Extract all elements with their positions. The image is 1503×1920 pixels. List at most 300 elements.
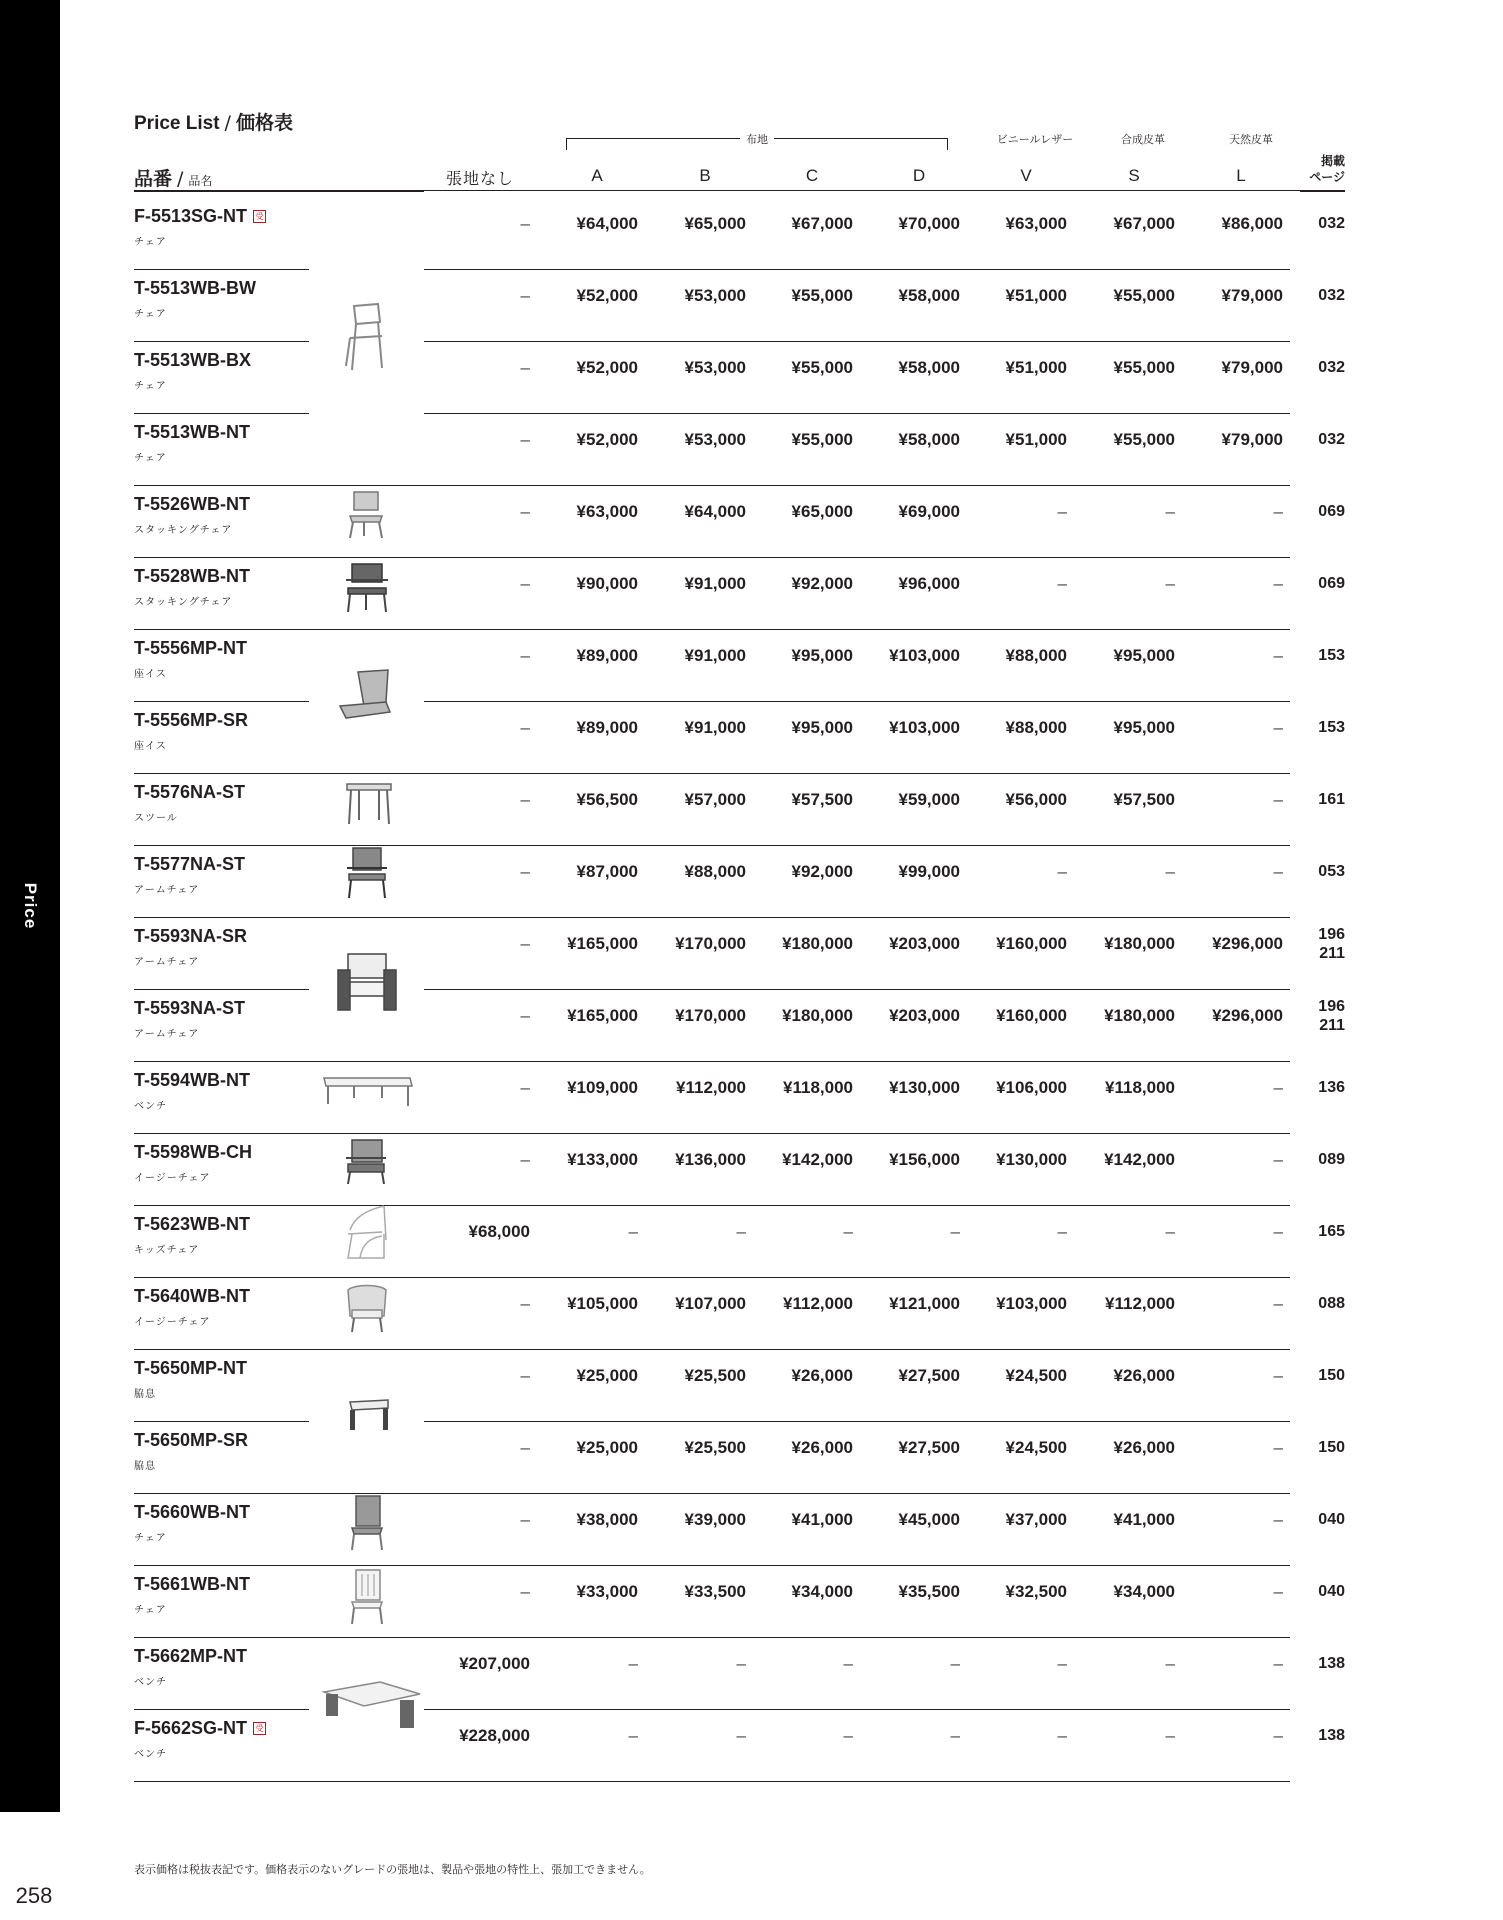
- table-row: [0, 1710, 1503, 1782]
- product-image-bench-large: [320, 1680, 424, 1732]
- product-image-stool: [345, 782, 393, 826]
- price-a: ¥52,000: [576, 286, 638, 305]
- group-label-fabric: 布地: [740, 131, 774, 147]
- product-name: チェア: [134, 453, 167, 464]
- price-s: –: [1165, 1222, 1175, 1241]
- page-title: [134, 108, 293, 135]
- price-b: ¥53,000: [684, 430, 746, 449]
- product-image-floor-chair: [338, 668, 394, 720]
- column-header-code: [134, 164, 212, 191]
- page-reference: [1290, 1366, 1345, 1385]
- price-v: ¥103,000: [996, 1294, 1067, 1313]
- price-v: ¥24,500: [1005, 1366, 1067, 1385]
- price-no-upholstery: –: [520, 1006, 530, 1025]
- price-no-upholstery: –: [520, 1510, 530, 1529]
- table-row: [0, 1350, 1503, 1422]
- column-header-l: L: [1236, 166, 1246, 185]
- table-row: [0, 1206, 1503, 1278]
- product-name: イージーチェア: [134, 1317, 211, 1328]
- price-a: ¥56,500: [576, 790, 638, 809]
- price-s: ¥112,000: [1105, 1294, 1175, 1313]
- price-s: –: [1165, 574, 1175, 593]
- price-l: –: [1273, 1438, 1283, 1457]
- page-reference: [1290, 646, 1345, 665]
- price-a: ¥165,000: [567, 934, 638, 953]
- price-l: ¥296,000: [1212, 934, 1283, 953]
- price-c: ¥26,000: [791, 1366, 853, 1385]
- price-c: ¥118,000: [783, 1078, 853, 1097]
- price-d: ¥103,000: [889, 646, 960, 665]
- page-reference: [1290, 1582, 1345, 1601]
- price-l: –: [1273, 574, 1283, 593]
- price-l: –: [1273, 790, 1283, 809]
- price-c: ¥180,000: [782, 934, 853, 953]
- price-no-upholstery: –: [520, 790, 530, 809]
- price-v: ¥51,000: [1005, 358, 1067, 377]
- price-c: ¥26,000: [791, 1438, 853, 1457]
- product-code-text: T-5513WB-BW: [134, 278, 257, 298]
- product-code: [134, 1286, 250, 1307]
- price-v: –: [1057, 1726, 1067, 1745]
- product-code: [134, 566, 250, 587]
- price-s: ¥55,000: [1113, 358, 1175, 377]
- price-c: –: [843, 1654, 853, 1673]
- group-label-synthetic: 合成皮革: [1121, 133, 1165, 146]
- price-c: ¥34,000: [791, 1582, 853, 1601]
- table-row: [0, 1422, 1503, 1494]
- price-no-upholstery: –: [520, 1582, 530, 1601]
- table-row: [0, 1062, 1503, 1134]
- price-s: –: [1165, 502, 1175, 521]
- price-no-upholstery: –: [520, 1438, 530, 1457]
- page-reference-number: 196: [1318, 998, 1345, 1015]
- price-v: ¥51,000: [1005, 430, 1067, 449]
- product-code-text: T-5556MP-SR: [134, 710, 249, 730]
- price-a: –: [628, 1654, 638, 1673]
- table-row: [0, 414, 1503, 486]
- product-image-stacking-chair: [344, 490, 388, 540]
- price-d: –: [950, 1726, 960, 1745]
- price-v: –: [1057, 502, 1067, 521]
- page-reference-number: 069: [1318, 503, 1345, 520]
- price-b: ¥64,000: [684, 502, 746, 521]
- header-rule: [424, 190, 1344, 191]
- price-no-upholstery: –: [520, 574, 530, 593]
- header-rule: [1300, 190, 1345, 192]
- price-c: ¥95,000: [791, 646, 853, 665]
- page-number: 258: [15, 1883, 53, 1908]
- price-l: –: [1273, 1294, 1283, 1313]
- page-reference-number: 032: [1318, 215, 1345, 232]
- price-c: ¥67,000: [791, 214, 853, 233]
- price-no-upholstery: ¥207,000: [459, 1654, 530, 1673]
- price-b: –: [736, 1222, 746, 1241]
- page-reference: [1290, 1222, 1345, 1241]
- price-s: ¥55,000: [1113, 430, 1175, 449]
- price-b: ¥112,000: [676, 1078, 746, 1097]
- product-name: チェア: [134, 1533, 167, 1544]
- price-c: ¥180,000: [782, 1006, 853, 1025]
- price-a: ¥25,000: [576, 1438, 638, 1457]
- column-header-v: V: [1020, 166, 1032, 185]
- price-c: ¥55,000: [791, 286, 853, 305]
- price-a: ¥87,000: [576, 862, 638, 881]
- price-s: ¥118,000: [1105, 1078, 1175, 1097]
- price-no-upholstery: ¥68,000: [468, 1222, 530, 1241]
- table-row: [0, 198, 1503, 270]
- product-code-text: T-5556MP-NT: [134, 638, 248, 658]
- price-d: –: [950, 1654, 960, 1673]
- page-reference: [1290, 718, 1345, 737]
- page-reference: [1290, 430, 1345, 449]
- page-reference-number: 032: [1318, 431, 1345, 448]
- page-reference-number: 040: [1318, 1583, 1345, 1600]
- price-no-upholstery: –: [520, 502, 530, 521]
- price-l: –: [1273, 1510, 1283, 1529]
- price-d: ¥103,000: [889, 718, 960, 737]
- price-a: –: [628, 1726, 638, 1745]
- price-s: ¥26,000: [1113, 1366, 1175, 1385]
- price-b: ¥91,000: [684, 646, 746, 665]
- product-code: [134, 926, 247, 947]
- price-d: ¥156,000: [889, 1150, 960, 1169]
- price-b: ¥91,000: [684, 718, 746, 737]
- price-no-upholstery: –: [520, 358, 530, 377]
- price-d: ¥27,500: [898, 1366, 960, 1385]
- product-code: [134, 278, 256, 299]
- product-code: [134, 1502, 250, 1523]
- product-code-text: T-5640WB-NT: [134, 1286, 251, 1306]
- product-name: チェア: [134, 1605, 167, 1616]
- product-code-text: T-5526WB-NT: [134, 494, 251, 514]
- product-name: 座イス: [134, 669, 167, 680]
- price-v: –: [1057, 862, 1067, 881]
- product-code: [134, 1430, 248, 1451]
- product-code: [134, 1718, 266, 1739]
- price-d: ¥121,000: [889, 1294, 960, 1313]
- product-code: [134, 1574, 250, 1595]
- product-name: アームチェア: [134, 957, 200, 968]
- product-name: イージーチェア: [134, 1173, 211, 1184]
- price-v: ¥88,000: [1005, 646, 1067, 665]
- product-name: キッズチェア: [134, 1245, 200, 1256]
- row-divider: [134, 1781, 1290, 1782]
- page-reference: [1290, 1438, 1345, 1457]
- price-l: –: [1273, 1366, 1283, 1385]
- table-row: [0, 918, 1503, 990]
- product-image-kids-chair: [344, 1204, 390, 1260]
- price-a: ¥105,000: [567, 1294, 638, 1313]
- page-reference: [1290, 1294, 1345, 1313]
- price-a: ¥25,000: [576, 1366, 638, 1385]
- code-label: 品番: [134, 168, 173, 190]
- title-ja: 価格表: [235, 112, 293, 134]
- price-b: ¥88,000: [684, 862, 746, 881]
- product-name: ベンチ: [134, 1677, 167, 1688]
- column-header-a: A: [591, 166, 603, 185]
- price-s: ¥142,000: [1104, 1150, 1175, 1169]
- product-image-lounge-armchair: [336, 952, 398, 1014]
- page-reference-number: 153: [1318, 719, 1345, 736]
- column-header-d: D: [912, 166, 926, 185]
- price-no-upholstery: –: [520, 1294, 530, 1313]
- product-name: 座イス: [134, 741, 167, 752]
- price-a: ¥38,000: [576, 1510, 638, 1529]
- product-name: アームチェア: [134, 885, 200, 896]
- price-a: ¥89,000: [576, 646, 638, 665]
- price-b: ¥65,000: [684, 214, 746, 233]
- page-header-line2: ページ: [1309, 170, 1345, 184]
- page-reference-number: 136: [1318, 1079, 1345, 1096]
- page-reference: [1290, 1510, 1345, 1529]
- column-header-no-upholstery: 張地なし: [445, 169, 514, 188]
- price-s: ¥95,000: [1113, 646, 1175, 665]
- price-c: ¥92,000: [791, 862, 853, 881]
- page-reference-number: 161: [1318, 791, 1345, 808]
- price-s: ¥41,000: [1113, 1510, 1175, 1529]
- price-d: ¥69,000: [898, 502, 960, 521]
- page-reference-number: 211: [1319, 945, 1345, 962]
- page-reference-number: 138: [1318, 1727, 1345, 1744]
- table-row: [0, 486, 1503, 558]
- table-row: [0, 1638, 1503, 1710]
- price-no-upholstery: –: [520, 718, 530, 737]
- product-code: [134, 494, 250, 515]
- price-a: –: [628, 1222, 638, 1241]
- price-l: –: [1273, 1078, 1283, 1097]
- page-reference-number: 088: [1318, 1295, 1345, 1312]
- price-b: ¥91,000: [684, 574, 746, 593]
- title-separator: /: [224, 112, 231, 134]
- price-v: ¥24,500: [1005, 1438, 1067, 1457]
- product-code: [134, 1142, 252, 1163]
- price-l: ¥79,000: [1221, 430, 1283, 449]
- table-row: [0, 1494, 1503, 1566]
- page-reference-number: 196: [1318, 926, 1345, 943]
- price-b: ¥170,000: [675, 934, 746, 953]
- product-code-text: T-5528WB-NT: [134, 566, 251, 586]
- price-no-upholstery: –: [520, 1078, 530, 1097]
- price-c: ¥41,000: [791, 1510, 853, 1529]
- page-reference-number: 150: [1318, 1367, 1345, 1384]
- product-code-text: T-5577NA-ST: [134, 854, 246, 874]
- price-d: ¥70,000: [898, 214, 960, 233]
- price-l: ¥79,000: [1221, 358, 1283, 377]
- price-d: ¥27,500: [898, 1438, 960, 1457]
- column-header-s: S: [1128, 166, 1140, 185]
- product-name: アームチェア: [134, 1029, 200, 1040]
- title-en: Price List: [134, 113, 220, 134]
- price-no-upholstery: ¥228,000: [459, 1726, 530, 1745]
- price-l: ¥296,000: [1212, 1006, 1283, 1025]
- price-d: ¥203,000: [889, 934, 960, 953]
- price-c: ¥112,000: [783, 1294, 853, 1313]
- price-s: ¥180,000: [1104, 1006, 1175, 1025]
- price-v: ¥32,500: [1005, 1582, 1067, 1601]
- price-no-upholstery: –: [520, 646, 530, 665]
- product-name: スツール: [134, 813, 178, 824]
- price-v: ¥160,000: [996, 934, 1067, 953]
- price-no-upholstery: –: [520, 286, 530, 305]
- page-reference-number: 032: [1318, 359, 1345, 376]
- price-l: –: [1273, 502, 1283, 521]
- product-code-text: F-5513SG-NT: [134, 206, 248, 226]
- page-header-line1: 掲載: [1320, 154, 1345, 168]
- product-image-armrest: [348, 1398, 390, 1432]
- price-d: –: [950, 1222, 960, 1241]
- price-l: –: [1273, 718, 1283, 737]
- price-no-upholstery: –: [520, 214, 530, 233]
- price-d: ¥130,000: [889, 1078, 960, 1097]
- table-row: [0, 846, 1503, 918]
- product-code-text: T-5650MP-NT: [134, 1358, 248, 1378]
- price-l: –: [1273, 1726, 1283, 1745]
- product-code-text: T-5660WB-NT: [134, 1502, 251, 1522]
- price-d: ¥99,000: [898, 862, 960, 881]
- price-l: –: [1273, 862, 1283, 881]
- header-rule: [134, 190, 424, 192]
- price-l: –: [1273, 1222, 1283, 1241]
- product-code: [134, 710, 248, 731]
- product-code: [134, 1214, 250, 1235]
- product-code-text: T-5513WB-BX: [134, 350, 252, 370]
- product-code-text: T-5593NA-SR: [134, 926, 248, 946]
- price-v: ¥88,000: [1005, 718, 1067, 737]
- product-code: [134, 350, 251, 371]
- table-row: [0, 990, 1503, 1062]
- price-a: ¥90,000: [576, 574, 638, 593]
- price-l: –: [1273, 1582, 1283, 1601]
- column-header-page: [1300, 153, 1345, 185]
- price-b: ¥57,000: [684, 790, 746, 809]
- price-d: ¥45,000: [898, 1510, 960, 1529]
- price-d: ¥58,000: [898, 430, 960, 449]
- price-b: ¥136,000: [675, 1150, 746, 1169]
- product-image-chair-white: [346, 1568, 388, 1626]
- page-reference-number: 053: [1318, 863, 1345, 880]
- product-image-chair-padded: [346, 1494, 388, 1552]
- page-reference: [1290, 862, 1345, 881]
- product-code: [134, 206, 266, 227]
- table-row: [0, 270, 1503, 342]
- price-v: ¥130,000: [996, 1150, 1067, 1169]
- price-c: ¥55,000: [791, 358, 853, 377]
- price-l: –: [1273, 1654, 1283, 1673]
- price-a: ¥64,000: [576, 214, 638, 233]
- price-b: ¥53,000: [684, 358, 746, 377]
- price-a: ¥33,000: [576, 1582, 638, 1601]
- price-a: ¥109,000: [567, 1078, 638, 1097]
- price-s: –: [1165, 1726, 1175, 1745]
- price-c: ¥55,000: [791, 430, 853, 449]
- product-code: [134, 782, 245, 803]
- price-a: ¥63,000: [576, 502, 638, 521]
- group-label-vinyl: ビニールレザー: [996, 133, 1074, 146]
- price-v: ¥160,000: [996, 1006, 1067, 1025]
- price-no-upholstery: –: [520, 1150, 530, 1169]
- product-code-text: T-5576NA-ST: [134, 782, 246, 802]
- page-reference-number: 153: [1318, 647, 1345, 664]
- product-name: ベンチ: [134, 1101, 167, 1112]
- page-reference: [1290, 1726, 1345, 1745]
- product-code: [134, 1646, 247, 1667]
- price-s: ¥180,000: [1104, 934, 1175, 953]
- product-code: [134, 422, 250, 443]
- price-c: ¥57,500: [791, 790, 853, 809]
- product-code-text: T-5661WB-NT: [134, 1574, 251, 1594]
- price-b: –: [736, 1654, 746, 1673]
- price-v: ¥63,000: [1005, 214, 1067, 233]
- table-row: [0, 558, 1503, 630]
- product-name: 脇息: [134, 1461, 156, 1472]
- price-c: –: [843, 1726, 853, 1745]
- page-reference: [1290, 286, 1345, 305]
- page-reference: [1290, 574, 1345, 593]
- price-v: ¥37,000: [1005, 1510, 1067, 1529]
- price-no-upholstery: –: [520, 1366, 530, 1385]
- made-to-order-badge: 受: [253, 1722, 266, 1735]
- price-a: ¥52,000: [576, 358, 638, 377]
- product-image-bench: [322, 1072, 414, 1108]
- page-reference: [1290, 358, 1345, 377]
- price-b: ¥33,500: [684, 1582, 746, 1601]
- product-name: スタッキングチェア: [134, 597, 233, 608]
- page-reference-number: 040: [1318, 1511, 1345, 1528]
- price-b: ¥170,000: [675, 1006, 746, 1025]
- product-name: チェア: [134, 381, 167, 392]
- price-no-upholstery: –: [520, 430, 530, 449]
- price-c: ¥65,000: [791, 502, 853, 521]
- product-code-text: T-5513WB-NT: [134, 422, 251, 442]
- page-reference-number: 069: [1318, 575, 1345, 592]
- price-l: ¥79,000: [1221, 286, 1283, 305]
- table-row: [0, 1566, 1503, 1638]
- product-code: [134, 638, 247, 659]
- price-d: ¥58,000: [898, 286, 960, 305]
- price-no-upholstery: –: [520, 934, 530, 953]
- price-a: ¥89,000: [576, 718, 638, 737]
- page-reference: [1290, 1078, 1345, 1097]
- price-b: ¥39,000: [684, 1510, 746, 1529]
- product-code-text: T-5598WB-CH: [134, 1142, 253, 1162]
- product-image-easy-chair: [342, 1138, 390, 1186]
- name-label: 品名: [188, 174, 213, 188]
- price-c: ¥92,000: [791, 574, 853, 593]
- price-no-upholstery: –: [520, 862, 530, 881]
- page-reference-number: 211: [1319, 1017, 1345, 1034]
- product-code: [134, 1070, 250, 1091]
- product-name: ベンチ: [134, 1749, 167, 1760]
- price-v: ¥106,000: [996, 1078, 1067, 1097]
- price-c: –: [843, 1222, 853, 1241]
- side-tab-label: Price: [21, 882, 40, 930]
- price-b: –: [736, 1726, 746, 1745]
- page-reference-number: 165: [1318, 1223, 1345, 1240]
- price-d: ¥59,000: [898, 790, 960, 809]
- price-v: –: [1057, 1654, 1067, 1673]
- product-code-text: F-5662SG-NT: [134, 1718, 248, 1738]
- page-reference: [1290, 214, 1345, 233]
- product-name: 脇息: [134, 1389, 156, 1400]
- product-image-armchair: [345, 846, 389, 900]
- price-a: ¥52,000: [576, 430, 638, 449]
- price-d: ¥35,500: [898, 1582, 960, 1601]
- price-l: –: [1273, 1150, 1283, 1169]
- price-b: ¥53,000: [684, 286, 746, 305]
- price-d: ¥203,000: [889, 1006, 960, 1025]
- price-s: ¥67,000: [1113, 214, 1175, 233]
- price-s: –: [1165, 862, 1175, 881]
